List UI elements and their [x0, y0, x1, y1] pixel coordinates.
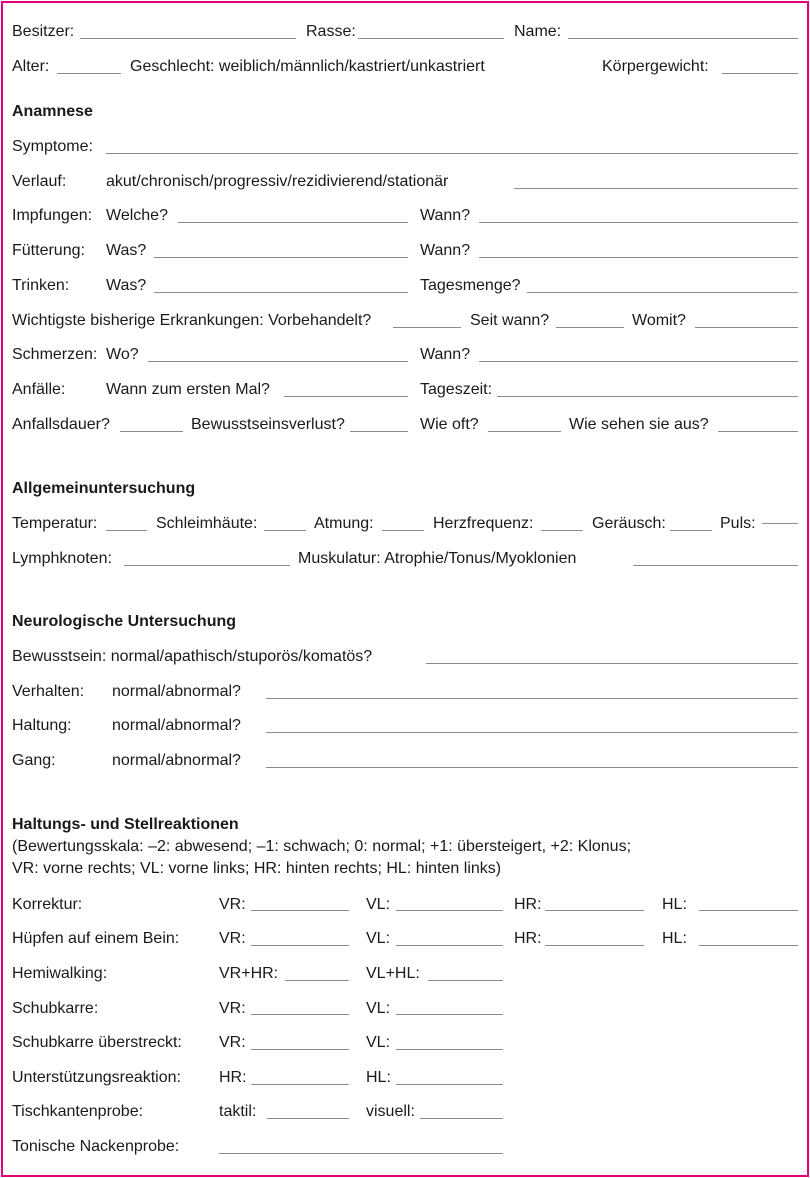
- visual-field[interactable]: [420, 1118, 503, 1119]
- daily-amount-label: Tagesmenge?: [420, 277, 521, 294]
- correction-hl-label: HL:: [662, 896, 687, 913]
- wheelbarrow-label: Schubkarre:: [12, 1000, 99, 1017]
- correction-hr-label: HR:: [514, 896, 542, 913]
- drinking-label: Trinken:: [12, 277, 70, 294]
- drinking-what-label: Was?: [106, 277, 147, 294]
- vaccination-which-field[interactable]: [178, 222, 408, 223]
- wheelbarrow-extended-vl-label: VL:: [366, 1034, 391, 1051]
- support-hr-field[interactable]: [251, 1084, 349, 1085]
- name-field[interactable]: [568, 38, 798, 39]
- support-hl-field[interactable]: [396, 1084, 503, 1085]
- since-when-label: Seit wann?: [470, 312, 550, 329]
- muscles-field[interactable]: [633, 565, 798, 566]
- diseases-label: Wichtigste bisherige Erkrankungen: Vorbehandelt?: [12, 312, 372, 329]
- rating-scale-line1: (Bewertungsskala: –2: abwesend; –1: schwach; 0: normal; +1: übersteigert, +2: Klonus;: [12, 838, 632, 855]
- appearance-label: Wie sehen sie aus?: [569, 416, 709, 433]
- hemiwalking-vrhr-label: VR+HR:: [219, 965, 279, 982]
- table-edge-label: Tischkantenprobe:: [12, 1103, 144, 1120]
- correction-hl-field[interactable]: [699, 910, 798, 911]
- seizure-first-label: Wann zum ersten Mal?: [106, 381, 270, 398]
- time-of-day-field[interactable]: [497, 396, 798, 397]
- vaccination-which-label: Welche?: [106, 207, 168, 224]
- respiration-label: Atmung:: [314, 515, 374, 532]
- correction-label: Korrektur:: [12, 896, 83, 913]
- hopping-hr-label: HR:: [514, 930, 542, 947]
- seizures-label: Anfälle:: [12, 381, 66, 398]
- seizure-duration-label: Anfallsdauer?: [12, 416, 110, 433]
- weight-label: Körpergewicht:: [602, 58, 709, 75]
- with-what-label: Womit?: [632, 312, 686, 329]
- wheelbarrow-vl-field[interactable]: [396, 1014, 503, 1015]
- behavior-field[interactable]: [266, 698, 798, 699]
- hemiwalking-vrhr-field[interactable]: [285, 980, 349, 981]
- temperature-field[interactable]: [106, 530, 147, 531]
- hopping-hl-label: HL:: [662, 930, 687, 947]
- name-label: Name:: [514, 23, 562, 40]
- sex-label: Geschlecht: weiblich/männlich/kastriert/unkastriert: [130, 58, 485, 75]
- pretreated-field[interactable]: [393, 327, 461, 328]
- wheelbarrow-extended-vr-label: VR:: [219, 1034, 246, 1051]
- course-options: akut/chronisch/progressiv/rezidivierend/stationär: [106, 173, 449, 190]
- tactile-field[interactable]: [267, 1118, 349, 1119]
- course-label: Verlauf:: [12, 173, 67, 190]
- breed-field[interactable]: [358, 38, 504, 39]
- wheelbarrow-extended-vl-field[interactable]: [396, 1049, 503, 1050]
- hopping-vl-field[interactable]: [396, 945, 503, 946]
- time-of-day-label: Tageszeit:: [420, 381, 493, 398]
- reactions-heading: Haltungs- und Stellreaktionen: [12, 816, 239, 833]
- tonic-neck-field[interactable]: [219, 1153, 503, 1154]
- feeding-what-label: Was?: [106, 242, 147, 259]
- neuro-exam-heading: Neurologische Untersuchung: [12, 613, 237, 630]
- support-reaction-label: Unterstützungsreaktion:: [12, 1069, 181, 1086]
- muscles-label: Muskulatur: Atrophie/Tonus/Myoklonien: [298, 550, 577, 567]
- consciousness-label: Bewusstsein: normal/apathisch/stuporös/komatös?: [12, 648, 373, 665]
- tactile-label: taktil:: [219, 1103, 257, 1120]
- lymph-nodes-field[interactable]: [124, 565, 290, 566]
- correction-vr-label: VR:: [219, 896, 246, 913]
- visual-label: visuell:: [366, 1103, 415, 1120]
- wheelbarrow-extended-label: Schubkarre überstreckt:: [12, 1034, 182, 1051]
- heart-rate-field[interactable]: [541, 530, 583, 531]
- wheelbarrow-vl-label: VL:: [366, 1000, 391, 1017]
- vaccination-when-field[interactable]: [479, 222, 798, 223]
- hopping-hl-field[interactable]: [699, 945, 798, 946]
- hemiwalking-vlhl-label: VL+HL:: [366, 965, 420, 982]
- owner-label: Besitzer:: [12, 23, 75, 40]
- lymph-nodes-label: Lymphknoten:: [12, 550, 112, 567]
- gait-label: Gang:: [12, 752, 56, 769]
- pulse-field[interactable]: [762, 523, 798, 524]
- hopping-hr-field[interactable]: [545, 945, 644, 946]
- support-hr-label: HR:: [219, 1069, 247, 1086]
- general-exam-heading: Allgemeinuntersuchung: [12, 480, 196, 497]
- seizure-duration-field[interactable]: [120, 431, 183, 432]
- vaccination-when-label: Wann?: [420, 207, 471, 224]
- hopping-vr-field[interactable]: [251, 945, 349, 946]
- feeding-when-field[interactable]: [479, 257, 798, 258]
- pain-where-label: Wo?: [106, 346, 139, 363]
- respiration-field[interactable]: [382, 530, 424, 531]
- consciousness-field[interactable]: [426, 663, 798, 664]
- pain-where-field[interactable]: [148, 361, 408, 362]
- rating-scale-line2: VR: vorne rechts; VL: vorne links; HR: hinten rechts; HL: hinten links): [12, 860, 502, 877]
- posture-field[interactable]: [266, 732, 798, 733]
- hemiwalking-vlhl-field[interactable]: [428, 980, 503, 981]
- appearance-field[interactable]: [718, 431, 798, 432]
- correction-vr-field[interactable]: [251, 910, 349, 911]
- gait-field[interactable]: [266, 767, 798, 768]
- breed-label: Rasse:: [306, 23, 356, 40]
- wheelbarrow-vr-field[interactable]: [251, 1014, 349, 1015]
- murmur-label: Geräusch:: [592, 515, 666, 532]
- tonic-neck-label: Tonische Nackenprobe:: [12, 1138, 180, 1155]
- behavior-options: normal/abnormal?: [112, 683, 241, 700]
- wheelbarrow-extended-vr-field[interactable]: [251, 1049, 349, 1050]
- hopping-vl-label: VL:: [366, 930, 391, 947]
- drinking-what-field[interactable]: [154, 292, 408, 293]
- murmur-field[interactable]: [670, 530, 712, 531]
- symptoms-label: Symptome:: [12, 138, 93, 155]
- correction-hr-field[interactable]: [545, 910, 644, 911]
- wheelbarrow-vr-label: VR:: [219, 1000, 246, 1017]
- age-field[interactable]: [57, 73, 121, 74]
- age-label: Alter:: [12, 58, 50, 75]
- hopping-label: Hüpfen auf einem Bein:: [12, 930, 180, 947]
- weight-field[interactable]: [722, 73, 798, 74]
- anamnesis-heading: Anamnese: [12, 103, 93, 120]
- mucosa-field[interactable]: [264, 530, 306, 531]
- gait-options: normal/abnormal?: [112, 752, 241, 769]
- since-when-field[interactable]: [556, 327, 624, 328]
- how-often-field[interactable]: [488, 431, 561, 432]
- behavior-label: Verhalten:: [12, 683, 85, 700]
- how-often-label: Wie oft?: [420, 416, 479, 433]
- feeding-when-label: Wann?: [420, 242, 471, 259]
- heart-rate-label: Herzfrequenz:: [433, 515, 534, 532]
- temperature-label: Temperatur:: [12, 515, 98, 532]
- posture-label: Haltung:: [12, 717, 72, 734]
- hemiwalking-label: Hemiwalking:: [12, 965, 108, 982]
- correction-vl-field[interactable]: [396, 910, 503, 911]
- symptoms-field[interactable]: [106, 153, 798, 154]
- pain-label: Schmerzen:: [12, 346, 98, 363]
- feeding-what-field[interactable]: [154, 257, 408, 258]
- course-field[interactable]: [514, 188, 798, 189]
- hopping-vr-label: VR:: [219, 930, 246, 947]
- posture-options: normal/abnormal?: [112, 717, 241, 734]
- pain-when-label: Wann?: [420, 346, 471, 363]
- support-hl-label: HL:: [366, 1069, 391, 1086]
- owner-field[interactable]: [80, 38, 296, 39]
- consciousness-loss-field[interactable]: [350, 431, 408, 432]
- pain-when-field[interactable]: [479, 361, 798, 362]
- consciousness-loss-label: Bewusstseinsverlust?: [191, 416, 345, 433]
- correction-vl-label: VL:: [366, 896, 391, 913]
- vaccination-label: Impfungen:: [12, 207, 93, 224]
- with-what-field[interactable]: [695, 327, 798, 328]
- seizure-first-field[interactable]: [284, 396, 408, 397]
- pulse-label: Puls:: [720, 515, 756, 532]
- feeding-label: Fütterung:: [12, 242, 85, 259]
- daily-amount-field[interactable]: [527, 292, 798, 293]
- mucosa-label: Schleimhäute:: [156, 515, 258, 532]
